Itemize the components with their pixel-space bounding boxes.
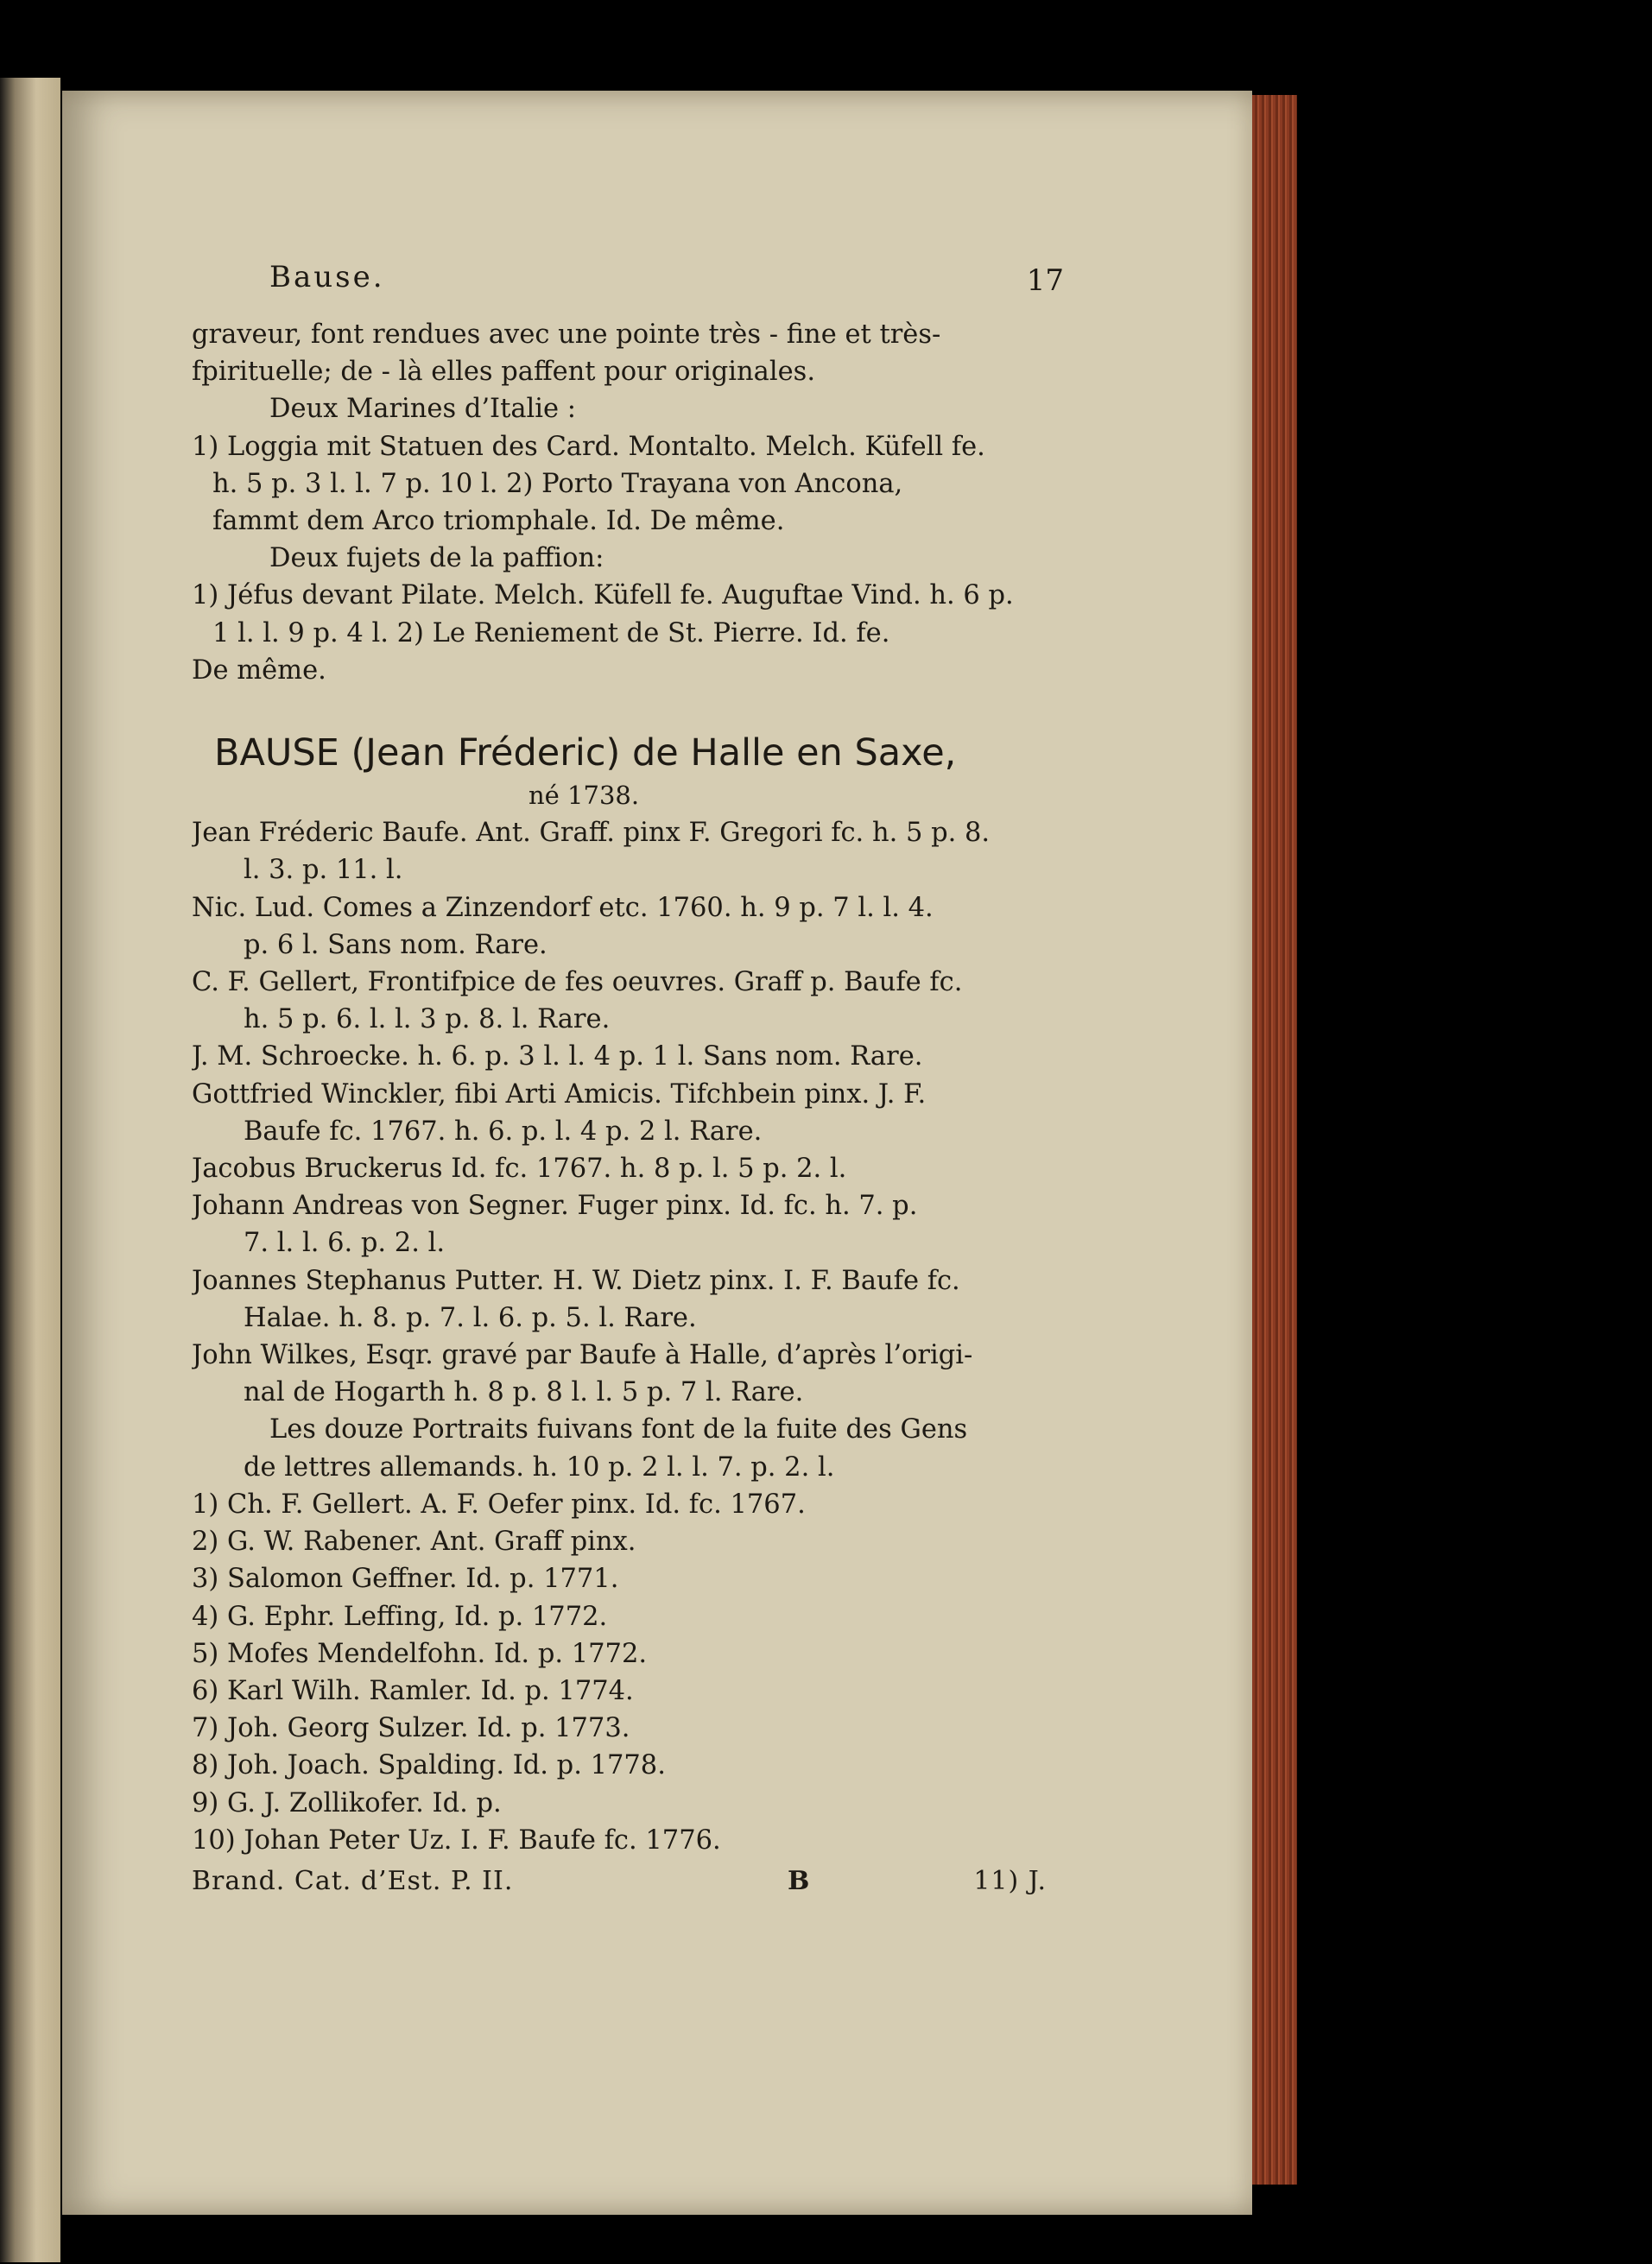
text-line: De même. [192, 655, 326, 686]
numbered-item: 10) Johan Peter Uz. I. F. Baufe fc. 1776. [192, 1824, 721, 1856]
subheading-line: Deux fujets de la paffion: [269, 543, 604, 574]
running-head: Bause. [269, 260, 385, 294]
page-content [192, 256, 1073, 1900]
footer-title: Brand. Cat. d’Est. P. II. [192, 1865, 514, 1896]
subheading-line: Les douze Portraits fuivans font de la fuite des Gens [269, 1414, 968, 1445]
facing-page-edge [0, 78, 60, 2262]
list-item: Nic. Lud. Comes a Zinzendorf etc. 1760. h. 9 p. 7 l. l. 4. [192, 892, 934, 923]
numbered-item: 8) Joh. Joach. Spalding. Id. p. 1778. [192, 1750, 666, 1781]
numbered-item: 3) Salomon Geffner. Id. p. 1771. [192, 1564, 619, 1595]
list-item-cont: Baufe fc. 1767. h. 6. p. l. 4 p. 2 l. Rare. [244, 1116, 763, 1147]
page-footer [192, 1862, 1073, 1900]
entries-list [192, 814, 1073, 1486]
numbered-item: 9) G. J. Zollikofer. Id. p. [192, 1787, 502, 1818]
continuation-block [192, 316, 1073, 689]
page-header [192, 256, 1073, 316]
numbered-item: 1) Ch. F. Gellert. A. F. Oefer pinx. Id. fc. 1767. [192, 1489, 806, 1520]
text-line: 1 l. l. 9 p. 4 l. 2) Le Reniement de St. Pierre. Id. fe. [212, 617, 890, 648]
list-item-cont: h. 5 p. 6. l. l. 3 p. 8. l. Rare. [244, 1004, 611, 1035]
list-item-cont: de lettres allemands. h. 10 p. 2 l. l. 7. p. 2. l. [244, 1451, 835, 1483]
list-item: Jean Fréderic Baufe. Ant. Graff. pinx F. Gregori fc. h. 5 p. 8. [192, 818, 991, 849]
list-item-cont: nal de Hogarth h. 8 p. 8 l. l. 5 p. 7 l. Rare. [244, 1377, 804, 1408]
list-item: J. M. Schroecke. h. 6. p. 3 l. l. 4 p. 1 l. Sans nom. Rare. [192, 1041, 923, 1072]
list-item: Jacobus Bruckerus Id. fc. 1767. h. 8 p. l. 5 p. 2. l. [192, 1154, 847, 1185]
signature-mark: B [788, 1865, 811, 1896]
page-number: 17 [1026, 263, 1064, 298]
page-block-edge [1252, 95, 1297, 2185]
catchword: 11) J. [973, 1865, 1047, 1896]
numbered-item: 7) Joh. Georg Sulzer. Id. p. 1773. [192, 1713, 630, 1744]
text-line: 1) Jéfus devant Pilate. Melch. Küfell fe. Auguftae Vind. h. 6 p. [192, 580, 1014, 611]
list-item: C. F. Gellert, Frontifpice de fes oeuvres. Graff p. Baufe fc. [192, 967, 963, 998]
text-line: h. 5 p. 3 l. l. 7 p. 10 l. 2) Porto Trayana von Ancona, [212, 468, 903, 499]
list-item-cont: 7. l. l. 6. p. 2. l. [244, 1228, 446, 1259]
entry-title: BAUSE (Jean Fréderic) de Halle en Saxe, [214, 731, 957, 775]
subheading-line: Deux Marines d’Italie : [269, 394, 577, 425]
text-line: graveur, font rendues avec une pointe très - fine et très- [192, 319, 941, 350]
text-line: fpirituelle; de - là elles paffent pour originales. [192, 357, 816, 388]
list-item: Joannes Stephanus Putter. H. W. Dietz pinx. I. F. Baufe fc. [192, 1265, 960, 1296]
text-line: 1) Loggia mit Statuen des Card. Montalto. Melch. Küfell fe. [192, 431, 985, 462]
numbered-list [192, 1486, 1073, 1859]
list-item-cont: l. 3. p. 11. l. [244, 855, 403, 886]
text-line: fammt dem Arco triomphale. Id. De même. [212, 506, 785, 537]
numbered-item: 6) Karl Wilh. Ramler. Id. p. 1774. [192, 1675, 634, 1706]
list-item: Gottfried Winckler, fibi Arti Amicis. Tifchbein pinx. J. F. [192, 1078, 927, 1110]
numbered-item: 5) Mofes Mendelfohn. Id. p. 1772. [192, 1638, 648, 1669]
numbered-item: 2) G. W. Rabener. Ant. Graff pinx. [192, 1527, 636, 1558]
entry-born: né 1738. [529, 781, 640, 811]
numbered-item: 4) G. Ephr. Leffing, Id. p. 1772. [192, 1601, 608, 1632]
list-item: John Wilkes, Esqr. gravé par Baufe à Halle, d’après l’origi- [192, 1340, 973, 1371]
list-item-cont: p. 6 l. Sans nom. Rare. [244, 929, 548, 960]
list-item: Johann Andreas von Segner. Fuger pinx. Id. fc. h. 7. p. [192, 1191, 918, 1222]
list-item-cont: Halae. h. 8. p. 7. l. 6. p. 5. l. Rare. [244, 1302, 697, 1333]
